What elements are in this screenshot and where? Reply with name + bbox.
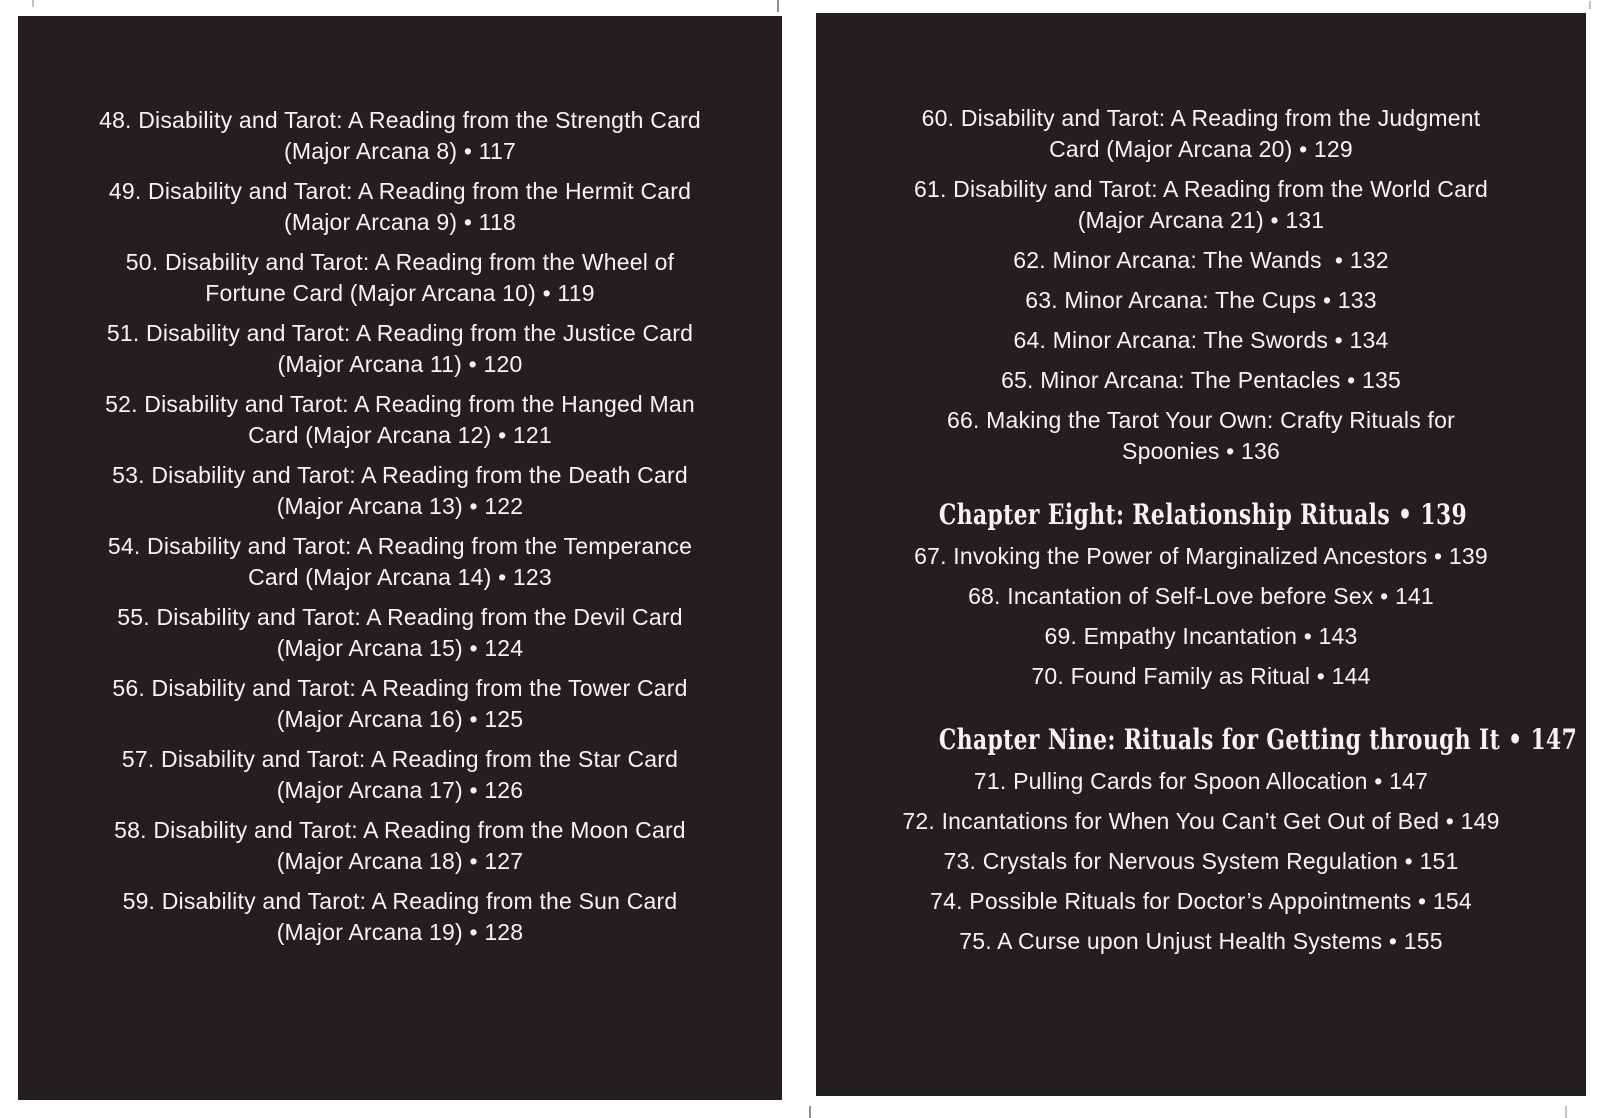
toc-entry-line: Fortune Card (Major Arcana 10) • 119 [205, 280, 595, 306]
toc-entry [64, 744, 736, 806]
toc-entry-line: 57. Disability and Tarot: A Reading from the Star Card [121, 746, 679, 772]
toc-entry [64, 673, 736, 735]
toc-entry-line: 58. Disability and Tarot: A Reading from the Moon Card [114, 817, 686, 843]
right-page [816, 13, 1586, 1096]
toc-entry-line: Card (Major Arcana 20) • 129 [1049, 136, 1353, 162]
toc-entry-line: 73. Crystals for Nervous System Regulation • 151 [943, 848, 1459, 874]
toc-entry [64, 389, 736, 451]
toc-entry-line: Spoonies • 136 [1122, 438, 1280, 464]
registration-mark-top-right [1589, 1, 1591, 9]
registration-mark-bottom-center [809, 1106, 811, 1118]
toc-entry-line: 60. Disability and Tarot: A Reading from the Judgment [921, 105, 1481, 131]
toc-entry-line: 65. Minor Arcana: The Pentacles • 135 [1001, 367, 1401, 393]
toc-entry [64, 886, 736, 948]
toc-entry-line: 55. Disability and Tarot: A Reading from the Devil Card [117, 604, 683, 630]
toc-entry-line: 61. Disability and Tarot: A Reading from the World Card [914, 176, 1488, 202]
toc-entry [865, 103, 1537, 165]
toc-entry [64, 247, 736, 309]
toc-entry-line: 67. Invoking the Power of Marginalized Ancestors • 139 [914, 543, 1488, 569]
toc-entry-line: (Major Arcana 8) • 117 [284, 138, 516, 164]
toc-entry-line: 64. Minor Arcana: The Swords • 134 [1013, 327, 1389, 353]
toc-entry-line: Card (Major Arcana 14) • 123 [248, 564, 552, 590]
toc-entry [865, 766, 1537, 797]
toc-entry-line: Card (Major Arcana 12) • 121 [248, 422, 552, 448]
toc-entry [865, 846, 1537, 877]
toc-entry [64, 460, 736, 522]
toc-entry [865, 245, 1537, 276]
toc-entry-line: 53. Disability and Tarot: A Reading from the Death Card [112, 462, 688, 488]
toc-entry-line: 70. Found Family as Ritual • 144 [1031, 663, 1371, 689]
toc-entry-line: (Major Arcana 16) • 125 [276, 706, 524, 732]
toc-entry [865, 405, 1537, 467]
toc-entry-line: 51. Disability and Tarot: A Reading from the Justice Card [106, 320, 694, 346]
toc-entry-line: 48. Disability and Tarot: A Reading from the Strength Card [99, 107, 701, 133]
registration-mark-top-left [32, 0, 34, 7]
toc-entry-line: (Major Arcana 13) • 122 [276, 493, 524, 519]
toc-entry-line: 52. Disability and Tarot: A Reading from the Hanged Man [105, 391, 695, 417]
toc-entry [865, 325, 1537, 356]
toc-entry-line: 49. Disability and Tarot: A Reading from the Hermit Card [108, 178, 692, 204]
toc-entry-line: 56. Disability and Tarot: A Reading from the Tower Card [112, 675, 688, 701]
toc-entry-line: 62. Minor Arcana: The Wands • 132 [1013, 247, 1389, 273]
toc-entry-line: (Major Arcana 17) • 126 [276, 777, 524, 803]
chapter-heading: Chapter Eight: Relationship Rituals • 139 [938, 498, 1468, 531]
toc-entry-line: 72. Incantations for When You Can’t Get Out of Bed • 149 [902, 808, 1500, 834]
toc-entry-line: 75. A Curse upon Unjust Health Systems • 155 [959, 928, 1443, 954]
toc-entry [64, 176, 736, 238]
toc-entry-line: 71. Pulling Cards for Spoon Allocation • 147 [973, 768, 1429, 794]
toc-entry-line: 63. Minor Arcana: The Cups • 133 [1025, 287, 1377, 313]
toc-entry-line: 66. Making the Tarot Your Own: Crafty Rituals for [947, 407, 1455, 433]
toc-entry [64, 602, 736, 664]
toc-entry-line: 54. Disability and Tarot: A Reading from the Temperance [107, 533, 693, 559]
toc-entry [865, 661, 1537, 692]
toc-entry [865, 285, 1537, 316]
toc-entry-line: (Major Arcana 21) • 131 [1077, 207, 1325, 233]
toc-entry-line: 59. Disability and Tarot: A Reading from the Sun Card [122, 888, 678, 914]
toc-entry-line: 68. Incantation of Self-Love before Sex • 141 [968, 583, 1434, 609]
toc-entry [865, 581, 1537, 612]
toc-entry-line: (Major Arcana 11) • 120 [277, 351, 523, 377]
registration-mark-top-center [777, 0, 779, 12]
toc-entry [865, 541, 1537, 572]
toc-entry [865, 806, 1537, 837]
toc-entry [865, 365, 1537, 396]
toc-entry [64, 815, 736, 877]
toc-entry-line: (Major Arcana 18) • 127 [276, 848, 524, 874]
toc-entry [865, 886, 1537, 917]
toc-entry [64, 531, 736, 593]
chapter-heading: Chapter Nine: Rituals for Getting through It • 147 [938, 723, 1578, 756]
toc-entry-line: 69. Empathy Incantation • 143 [1044, 623, 1358, 649]
toc-entry [865, 621, 1537, 652]
toc-entry [64, 318, 736, 380]
toc-entry [865, 174, 1537, 236]
registration-mark-bottom-right [1565, 1106, 1567, 1118]
right-page-toc [865, 13, 1578, 957]
left-page-toc [64, 16, 736, 948]
toc-entry-line: (Major Arcana 15) • 124 [276, 635, 524, 661]
toc-entry [865, 926, 1537, 957]
toc-entry-line: (Major Arcana 19) • 128 [276, 919, 524, 945]
toc-entry-line: 74. Possible Rituals for Doctor’s Appointments • 154 [930, 888, 1472, 914]
toc-entry-line: 50. Disability and Tarot: A Reading from the Wheel of [125, 249, 675, 275]
left-page [18, 16, 782, 1100]
toc-entry [64, 105, 736, 167]
toc-entry-line: (Major Arcana 9) • 118 [284, 209, 516, 235]
